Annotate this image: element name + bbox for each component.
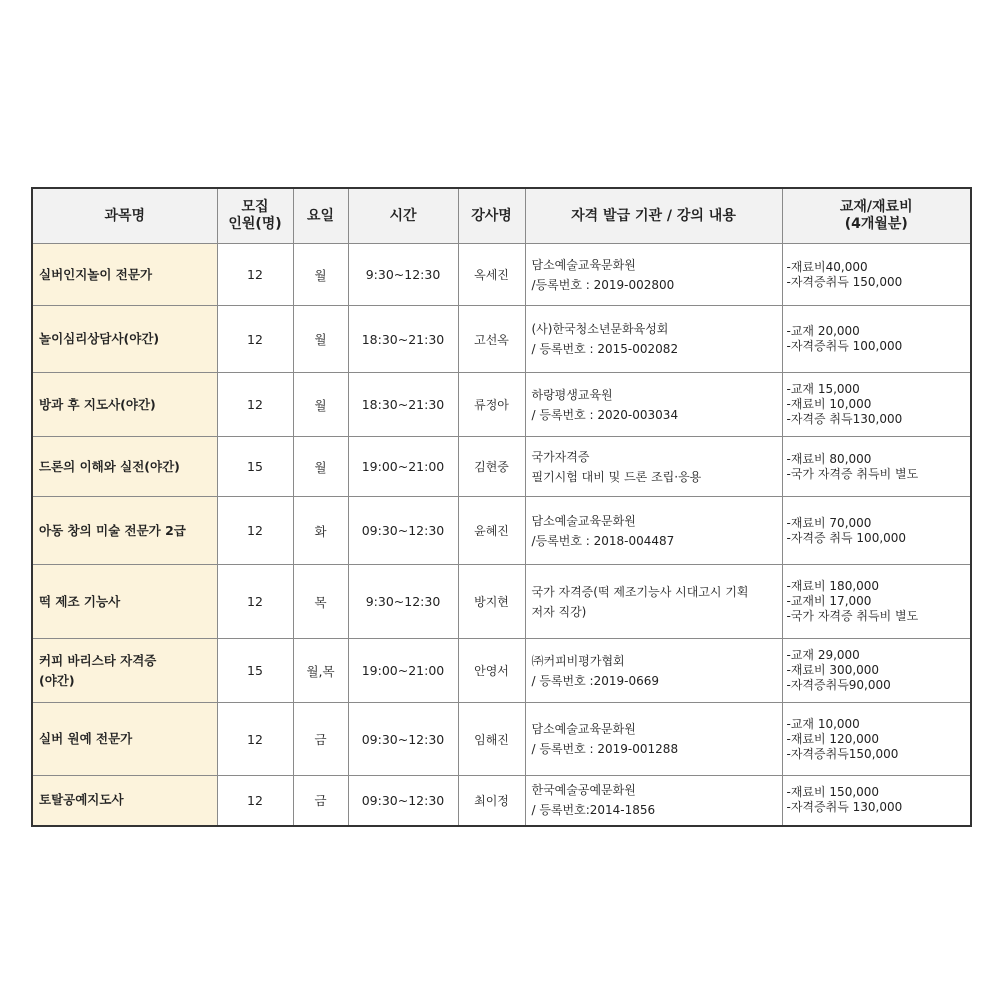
fee-cell-line: -재료비 180,000 — [786, 579, 880, 593]
header-time: 시간 — [348, 188, 458, 244]
table-row — [32, 373, 971, 437]
subject-cell-line: 드론의 이해와 실전(야간) — [39, 458, 180, 474]
issuer-cell-line: 하랑평생교육원 — [531, 387, 613, 402]
subject-cell-line: 실버인지놀이 전문가 — [39, 266, 153, 282]
fee-cell-line: -자격증취득 150,000 — [786, 274, 903, 289]
table-row — [32, 244, 971, 306]
capacity-cell: 12 — [217, 703, 293, 776]
fee-cell-line: -자격증취득150,000 — [786, 746, 899, 761]
issuer-cell-line: /등록번호 : 2018-004487 — [531, 533, 675, 548]
instructor-cell: 안영서 — [458, 639, 525, 703]
header-issuer: 자격 발급 기관 / 강의 내용 — [525, 188, 782, 244]
table-row — [32, 565, 971, 639]
header-fee — [782, 188, 971, 244]
capacity-cell: 12 — [217, 776, 293, 826]
instructor-cell: 김현중 — [458, 437, 525, 497]
fee-cell-line: -재료비 120,000 — [786, 731, 880, 746]
fee-cell — [782, 703, 971, 776]
time-cell: 18:30~21:30 — [348, 306, 458, 373]
subject-cell-line: 놀이심리상담사(야간) — [39, 331, 160, 346]
subject-cell-line: 아동 창의 미술 전문가 2급 — [39, 522, 186, 538]
fee-cell — [782, 565, 971, 639]
header-instructor: 강사명 — [458, 188, 525, 244]
issuer-cell-line: 저자 직강) — [531, 604, 587, 619]
table-row — [32, 776, 971, 826]
time-cell: 09:30~12:30 — [348, 703, 458, 776]
time-cell: 19:00~21:00 — [348, 639, 458, 703]
fee-cell-line: -자격증취득 130,000 — [786, 800, 903, 815]
issuer-cell — [525, 244, 782, 306]
instructor-cell: 고선옥 — [458, 306, 525, 373]
capacity-cell: 12 — [217, 565, 293, 639]
header-subject: 과목명 — [32, 188, 217, 244]
issuer-cell-line: / 등록번호:2014-1856 — [531, 803, 656, 818]
fee-cell-line: -재료비 10,000 — [786, 397, 872, 411]
subject-cell-line: (야간) — [39, 672, 75, 688]
subject-cell-line: 떡 제조 기능사 — [39, 593, 121, 609]
issuer-cell — [525, 497, 782, 565]
subject-cell-line: 실버 원예 전문가 — [39, 731, 133, 746]
subject-cell — [32, 776, 217, 826]
course-schedule-table — [31, 187, 972, 827]
day-cell: 금 — [293, 703, 348, 776]
fee-cell — [782, 497, 971, 565]
capacity-cell: 12 — [217, 306, 293, 373]
fee-cell-line: -재료비40,000 — [786, 259, 868, 274]
fee-cell-line: -자격증취득90,000 — [786, 678, 891, 692]
fee-cell-line: -자격증 취득130,000 — [786, 412, 903, 426]
issuer-cell-line: / 등록번호 : 2019-001288 — [531, 742, 679, 756]
subject-cell-line: 커피 바리스타 자격증 — [39, 652, 157, 668]
table-row — [32, 437, 971, 497]
subject-cell — [32, 373, 217, 437]
subject-cell-line: 방과 후 지도사(야간) — [39, 396, 156, 412]
header-day: 요일 — [293, 188, 348, 244]
fee-cell-line: -재료비 80,000 — [786, 451, 872, 466]
fee-cell-line: -자격증 취득 100,000 — [786, 530, 907, 545]
time-cell: 9:30~12:30 — [348, 565, 458, 639]
time-cell: 09:30~12:30 — [348, 776, 458, 826]
time-cell: 18:30~21:30 — [348, 373, 458, 437]
instructor-cell: 방지현 — [458, 565, 525, 639]
day-cell: 금 — [293, 776, 348, 826]
day-cell: 월 — [293, 373, 348, 437]
issuer-cell-line: 담소예술교육문화원 — [531, 722, 636, 736]
header-capacity-line2: 인원(명) — [228, 216, 282, 232]
time-cell: 09:30~12:30 — [348, 497, 458, 565]
fee-cell-line: -교재 10,000 — [786, 716, 860, 731]
issuer-cell-line: 필기시험 대비 및 드론 조립·응용 — [531, 469, 702, 484]
instructor-cell: 최이정 — [458, 776, 525, 826]
time-cell: 9:30~12:30 — [348, 244, 458, 306]
fee-cell — [782, 776, 971, 826]
fee-cell-line: -국가 자격증 취득비 별도 — [786, 609, 919, 623]
capacity-cell: 12 — [217, 244, 293, 306]
fee-cell-line: -국가 자격증 취득비 별도 — [786, 466, 919, 481]
fee-cell — [782, 306, 971, 373]
issuer-cell-line: ㈜커피비평가협회 — [531, 653, 625, 668]
issuer-cell-line: 국가자격증 — [531, 449, 590, 464]
header-fee-line1: 교재/재료비 — [839, 199, 913, 215]
table-row — [32, 306, 971, 373]
day-cell: 월,목 — [293, 639, 348, 703]
capacity-cell: 12 — [217, 373, 293, 437]
instructor-cell: 류정아 — [458, 373, 525, 437]
issuer-cell-line: 담소예술교육문화원 — [531, 513, 636, 528]
issuer-cell-line: / 등록번호 : 2020-003034 — [531, 407, 679, 422]
issuer-cell — [525, 565, 782, 639]
issuer-cell-line: / 등록번호 : 2015-002082 — [531, 342, 679, 356]
fee-cell — [782, 373, 971, 437]
issuer-cell — [525, 776, 782, 826]
fee-cell-line: -교재 29,000 — [786, 648, 860, 662]
capacity-cell: 15 — [217, 437, 293, 497]
day-cell: 화 — [293, 497, 348, 565]
issuer-cell — [525, 639, 782, 703]
day-cell: 월 — [293, 437, 348, 497]
day-cell: 월 — [293, 306, 348, 373]
instructor-cell: 윤혜진 — [458, 497, 525, 565]
subject-cell — [32, 497, 217, 565]
subject-cell — [32, 565, 217, 639]
subject-cell — [32, 244, 217, 306]
header-capacity-line1: 모집 — [241, 199, 269, 215]
fee-cell — [782, 437, 971, 497]
issuer-cell-line: 담소예술교육문화원 — [531, 257, 636, 272]
day-cell: 월 — [293, 244, 348, 306]
fee-cell-line: -재료비 70,000 — [786, 515, 872, 530]
fee-cell — [782, 639, 971, 703]
capacity-cell: 12 — [217, 497, 293, 565]
issuer-cell — [525, 373, 782, 437]
table-row — [32, 703, 971, 776]
subject-cell-line: 토탈공예지도사 — [39, 792, 124, 808]
header-capacity — [217, 188, 293, 244]
issuer-cell — [525, 703, 782, 776]
subject-cell — [32, 306, 217, 373]
instructor-cell: 옥세진 — [458, 244, 525, 306]
table-body — [32, 244, 971, 826]
fee-cell-line: -재료비 300,000 — [786, 663, 880, 677]
issuer-cell-line: / 등록번호 :2019-0669 — [531, 673, 659, 688]
table-row — [32, 497, 971, 565]
subject-cell — [32, 639, 217, 703]
issuer-cell-line: 한국예술공예문화원 — [531, 783, 636, 798]
table-row — [32, 639, 971, 703]
day-cell: 목 — [293, 565, 348, 639]
issuer-cell — [525, 306, 782, 373]
issuer-cell-line: (사)한국청소년문화육성회 — [531, 322, 669, 336]
capacity-cell: 15 — [217, 639, 293, 703]
issuer-cell-line: /등록번호 : 2019-002800 — [531, 277, 675, 292]
instructor-cell: 임해진 — [458, 703, 525, 776]
time-cell: 19:00~21:00 — [348, 437, 458, 497]
subject-cell — [32, 437, 217, 497]
header-fee-line2: (4개월분) — [844, 216, 908, 232]
fee-cell-line: -교재비 17,000 — [786, 594, 872, 608]
fee-cell-line: -교재 20,000 — [786, 324, 860, 338]
fee-cell-line: -재료비 150,000 — [786, 785, 880, 800]
issuer-cell — [525, 437, 782, 497]
fee-cell-line: -자격증취득 100,000 — [786, 339, 903, 353]
subject-cell — [32, 703, 217, 776]
header-row — [32, 188, 971, 244]
issuer-cell-line: 국가 자격증(떡 제조기능사 시대고시 기획 — [531, 584, 749, 599]
fee-cell-line: -교재 15,000 — [786, 382, 860, 396]
fee-cell — [782, 244, 971, 306]
